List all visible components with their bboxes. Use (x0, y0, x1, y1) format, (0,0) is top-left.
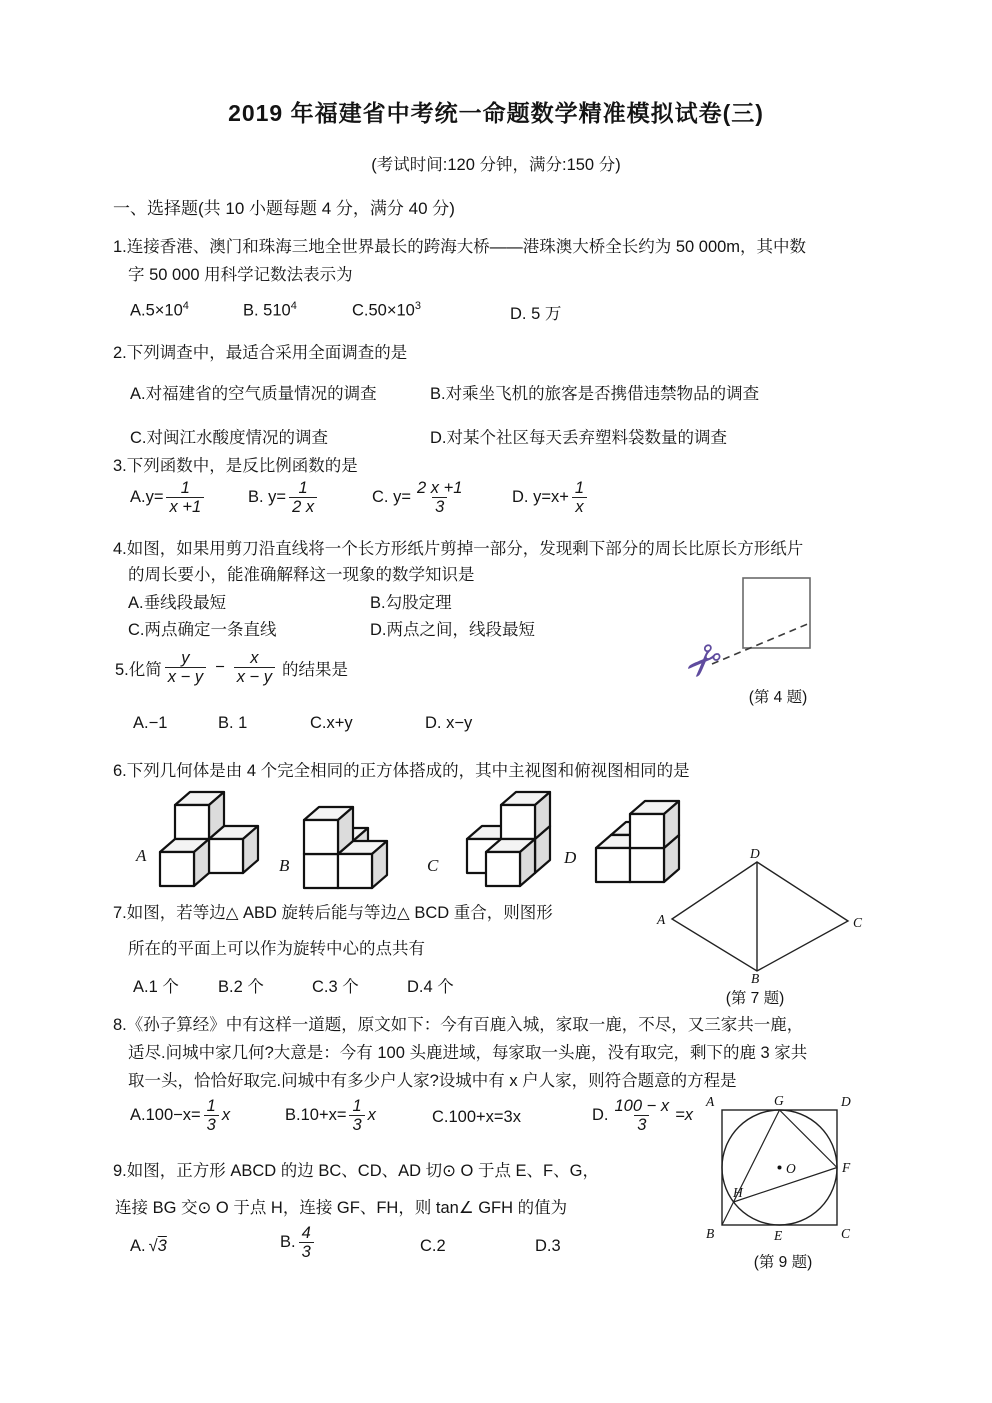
q2-option-b: B.对乘坐飞机的旅客是否携借违禁物品的调查 (430, 385, 760, 403)
q8-stem-line1: 8.《孙子算经》中有这样一道题，原文如下：今有百鹿入城，家取一鹿，不尽，又三家共一鹿， (113, 1016, 804, 1034)
q4-option-b: B.勾股定理 (370, 594, 452, 612)
fraction (572, 479, 587, 517)
stem-text: 的结果是 (282, 660, 349, 679)
q2-option-d: D.对某个社区每天丢弃塑料袋数量的调查 (430, 429, 727, 447)
fraction-numerator: 1 (574, 479, 585, 497)
q4-figure-caption: (第 4 题) (748, 689, 808, 706)
q9-stem-line1: 9.如图，正方形 ABCD 的边 BC、CD、AD 切⊙ O 于点 E、F、G， (113, 1162, 599, 1180)
chord-bg (722, 1110, 780, 1225)
q7-option-d: D.4 个 (407, 978, 454, 996)
q6-figure-label-c: C (427, 856, 439, 875)
q8-option-b (285, 1097, 376, 1135)
q9-option-b (280, 1224, 317, 1262)
center-label-o: O (786, 1161, 796, 1176)
q2-option-c: C.对闽江水酸度情况的调查 (130, 429, 328, 447)
point-label-h: H (733, 1185, 743, 1200)
q4-option-d: D.两点之间，线段最短 (370, 621, 535, 639)
option-text: A. (130, 1237, 146, 1255)
q5-option-b: B. 1 (218, 714, 248, 732)
option-text: C.50×10 (352, 301, 415, 320)
fraction-numerator: 2 x +1 (416, 479, 463, 497)
q7-option-c: C.3 个 (312, 978, 359, 996)
q5-option-c: C.x+y (310, 714, 353, 732)
option-text: A.100−x= (130, 1106, 201, 1125)
fraction-numerator: y (181, 649, 190, 667)
q1-option-a (130, 300, 189, 321)
option-text: =x (675, 1106, 693, 1125)
q3-option-d (512, 479, 590, 517)
q6-figure-label-a: A (136, 846, 147, 865)
q9-stem-line2: 连接 BG 交⊙ O 于点 H，连接 GF、FH，则 tan∠ GFH 的值为 (115, 1199, 568, 1217)
option-text: x (367, 1106, 376, 1125)
minus-sign: − (215, 658, 225, 677)
vertex-label-d: D (841, 1094, 851, 1109)
q1-option-b (243, 300, 297, 321)
q8-option-c: C.100+x=3x (432, 1108, 521, 1126)
cube-stack-a (152, 790, 264, 890)
fraction (204, 1097, 219, 1135)
fraction-numerator: 1 (352, 1097, 362, 1115)
fraction-numerator: 1 (180, 479, 190, 497)
q1-option-d (510, 300, 561, 324)
q2-option-a: A.对福建省的空气质量情况的调查 (130, 385, 377, 403)
rhombus-shape (672, 862, 848, 971)
tangent-label-g: G (774, 1093, 784, 1108)
fraction-numerator: x (250, 649, 259, 667)
rectangle-paper (743, 578, 810, 648)
option-text: A.5×10 (130, 301, 183, 320)
q7-option-a: A.1 个 (133, 978, 179, 996)
q9-figure (700, 1092, 870, 1284)
fraction-denominator: x (572, 497, 586, 516)
q6-stem: 6.下列几何体是由 4 个完全相同的正方体搭成的，其中主视图和俯视图相同的是 (113, 762, 690, 780)
q7-stem-line1: 7.如图，若等边△ ABD 旋转后能与等边△ BCD 重合，则图形 (113, 904, 553, 922)
q1-option-c (352, 300, 421, 321)
fraction-numerator: 1 (298, 479, 308, 497)
option-text: D. 5 万 (510, 305, 562, 323)
q2-stem: 2.下列调查中，最适合采用全面调查的是 (113, 344, 408, 362)
vertex-label-c: C (841, 1226, 851, 1241)
q4-option-c: C.两点确定一条直线 (128, 621, 277, 639)
q3-stem: 3.下列函数中，是反比例函数的是 (113, 457, 358, 475)
fraction-numerator: 100 − x (614, 1097, 670, 1115)
center-dot (778, 1166, 782, 1170)
exam-info: (考试时间:120 分钟，满分:150 分) (371, 156, 621, 174)
fraction-denominator: x − y (234, 667, 275, 686)
radicand: 3 (157, 1237, 167, 1255)
q8-stem-line3: 取一头，恰恰好取完.问城中有多少户人家?设城中有 x 户人家，则符合题意的方程是 (128, 1072, 737, 1090)
stem-text: 5.化简 (115, 660, 162, 679)
fraction-numerator: 4 (301, 1224, 311, 1242)
fraction (234, 649, 275, 687)
tangent-label-f: F (842, 1160, 851, 1175)
vertex-label-c: C (853, 915, 863, 930)
fraction-denominator: x +1 (166, 497, 204, 516)
fraction-denominator: 3 (432, 497, 447, 516)
fraction (166, 479, 204, 517)
option-text: D. y=x+ (512, 488, 569, 507)
page-title: 2019 年福建省中考统一命题数学精准模拟试卷(三) (228, 100, 764, 126)
vertex-label-b: B (751, 971, 760, 983)
scissors-icon: ✂ (673, 631, 736, 694)
q6-figure-label-b: B (279, 856, 290, 875)
vertex-label-a: A (657, 912, 666, 927)
q8-option-a (130, 1097, 230, 1135)
exponent: 3 (414, 300, 421, 312)
fraction (349, 1097, 364, 1135)
option-text: x (221, 1106, 231, 1125)
option-text: D. (592, 1106, 609, 1125)
q9-option-c: C.2 (420, 1237, 446, 1255)
q4-figure (673, 565, 828, 715)
option-text: B.10+x= (285, 1106, 347, 1125)
fraction (289, 479, 317, 517)
q4-stem-line2: 的周长要小，能准确解释这一现象的数学知识是 (128, 566, 475, 584)
fraction-denominator: 3 (349, 1115, 364, 1134)
fraction-denominator: 3 (204, 1115, 219, 1134)
fraction-numerator: 1 (206, 1097, 216, 1115)
tangent-label-e: E (774, 1228, 783, 1243)
radical-sign: √ (148, 1237, 158, 1255)
section-heading: 一、选择题(共 10 小题每题 4 分，满分 40 分) (113, 199, 455, 218)
q9-figure-caption: (第 9 题) (753, 1254, 813, 1271)
q4-option-a: A.垂线段最短 (128, 594, 227, 612)
q7-option-b: B.2 个 (218, 978, 264, 996)
exponent: 4 (290, 300, 297, 312)
q1-stem-line1: 1.连接香港、澳门和珠海三地全世界最长的跨海大桥——港珠澳大桥全长约为 50 000m，其中数 (113, 238, 807, 256)
fraction-denominator: x − y (165, 667, 206, 686)
q9-option-a (130, 1237, 167, 1256)
option-text: B. y= (248, 488, 287, 507)
q3-option-c (372, 479, 468, 517)
option-text: C. y= (372, 488, 411, 507)
q3-option-b (248, 479, 320, 517)
q1-stem-line2: 字 50 000 用科学记数法表示为 (128, 266, 353, 284)
vertex-label-a: A (706, 1094, 715, 1109)
chord-gf (780, 1110, 838, 1168)
q8-option-d (592, 1097, 693, 1135)
q4-stem-line1: 4.如图，如果用剪刀沿直线将一个长方形纸片剪掉一部分，发现剩下部分的周长比原长方形纸片 (113, 540, 804, 558)
q5-option-d: D. x−y (425, 714, 473, 732)
fraction (612, 1097, 673, 1135)
fraction-denominator: 3 (299, 1242, 314, 1261)
cube-stack-b (296, 792, 408, 892)
fraction-denominator: 3 (634, 1115, 649, 1134)
q5-option-a: A.−1 (133, 714, 168, 732)
fraction (299, 1224, 314, 1262)
option-text: B. (280, 1233, 296, 1252)
q7-figure-caption: (第 7 题) (725, 990, 785, 1007)
q7-figure (645, 848, 865, 1010)
q3-option-a (130, 479, 207, 517)
exponent: 4 (182, 300, 189, 312)
fraction-denominator: 2 x (289, 497, 317, 516)
square-circle-diagram (700, 1092, 870, 1244)
rhombus-diagram (645, 848, 865, 983)
option-text: A.y= (130, 488, 164, 507)
cube-stack-c (444, 790, 556, 890)
q9-option-d: D.3 (535, 1237, 561, 1255)
vertex-label-b: B (706, 1226, 715, 1241)
q5-stem (115, 649, 348, 687)
q8-stem-line2: 适尽.问城中家几何?大意是：今有 100 头鹿进域，每家取一头鹿，没有取完，剩下的鹿 3 家共 (128, 1044, 808, 1062)
option-text: B. 510 (243, 301, 291, 320)
fraction (165, 649, 206, 687)
fraction (414, 479, 465, 517)
vertex-label-d: D (750, 848, 760, 861)
q6-figure-label-d: D (564, 848, 577, 867)
q7-stem-line2: 所在的平面上可以作为旋转中心的点共有 (128, 940, 425, 958)
